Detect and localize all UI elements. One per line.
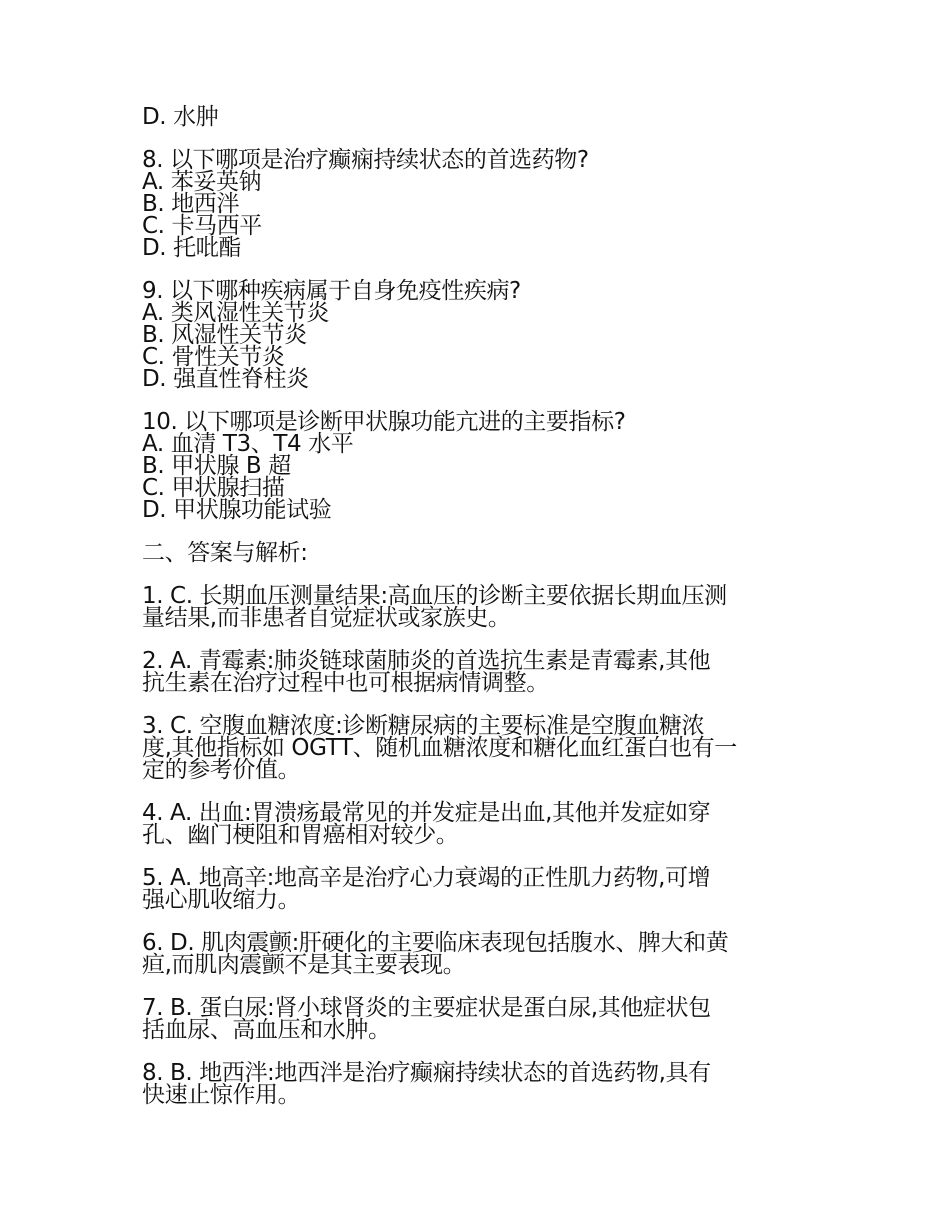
option-a: A. 类风湿性关节炎: [142, 300, 329, 326]
answer-line: 抗生素在治疗过程中也可根据病情调整。: [142, 670, 549, 696]
answer-line: 1. C. 长期血压测量结果:高血压的诊断主要依据长期血压测: [142, 583, 727, 609]
answer-6: [142, 932, 822, 976]
option-b: B. 地西泮: [142, 191, 240, 217]
answer-line: 5. A. 地高辛:地高辛是治疗心力衰竭的正性肌力药物,可增: [142, 865, 711, 891]
option-b: B. 甲状腺 B 超: [142, 453, 291, 479]
question-10: [142, 411, 822, 521]
answers-section-heading: [142, 542, 822, 564]
answer-line: 量结果,而非患者自觉症状或家族史。: [142, 605, 511, 631]
answer-line: 定的参考价值。: [142, 757, 301, 783]
answer-3: [142, 715, 822, 781]
answer-7: [142, 997, 822, 1041]
section-title: 二、答案与解析:: [142, 540, 308, 566]
document-page: [142, 106, 822, 1127]
question-stem: 9. 以下哪种疾病属于自身免疫性疾病?: [142, 278, 521, 304]
answer-line: 度,其他指标如 OGTT、随机血糖浓度和糖化血红蛋白也有一: [142, 735, 737, 761]
option-a: A. 血清 T3、T4 水平: [142, 431, 354, 457]
answer-line: 4. A. 出血:胃溃疡最常见的并发症是出血,其他并发症如穿: [142, 800, 711, 826]
option-d: D. 托吡酯: [142, 235, 241, 261]
option-c: C. 骨性关节炎: [142, 344, 285, 370]
answer-5: [142, 867, 822, 911]
option-b: B. 风湿性关节炎: [142, 322, 307, 348]
answer-line: 括血尿、高血压和水肿。: [142, 1017, 391, 1043]
answer-line: 8. B. 地西泮:地西泮是治疗癫痫持续状态的首选药物,具有: [142, 1060, 711, 1086]
answer-line: 6. D. 肌肉震颤:肝硬化的主要临床表现包括腹水、脾大和黄: [142, 930, 729, 956]
option-c: C. 卡马西平: [142, 213, 262, 239]
answer-line: 7. B. 蛋白尿:肾小球肾炎的主要症状是蛋白尿,其他症状包: [142, 995, 711, 1021]
answer-line: 疸,而肌肉震颤不是其主要表现。: [142, 952, 466, 978]
question-8: [142, 149, 822, 259]
option-d: D. 甲状腺功能试验: [142, 497, 332, 523]
question-stem: 10. 以下哪项是诊断甲状腺功能亢进的主要指标?: [142, 409, 626, 435]
option-c: C. 甲状腺扫描: [142, 475, 285, 501]
answer-line: 强心肌收缩力。: [142, 887, 301, 913]
answer-line: 孔、幽门梗阻和胃癌相对较少。: [142, 822, 459, 848]
question-9: [142, 280, 822, 390]
answer-line: 快速止惊作用。: [142, 1082, 301, 1108]
option-d-water-edema: D. 水肿: [142, 104, 219, 130]
answer-4: [142, 802, 822, 846]
option-a: A. 苯妥英钠: [142, 169, 262, 195]
trailing-option-block: [142, 106, 822, 128]
option-d: D. 强直性脊柱炎: [142, 366, 309, 392]
answer-2: [142, 650, 822, 694]
answer-line: 2. A. 青霉素:肺炎链球菌肺炎的首选抗生素是青霉素,其他: [142, 648, 711, 674]
answer-line: 3. C. 空腹血糖浓度:诊断糖尿病的主要标准是空腹血糖浓: [142, 713, 705, 739]
answer-1: [142, 585, 822, 629]
answer-8: [142, 1062, 822, 1106]
question-stem: 8. 以下哪项是治疗癫痫持续状态的首选药物?: [142, 147, 589, 173]
